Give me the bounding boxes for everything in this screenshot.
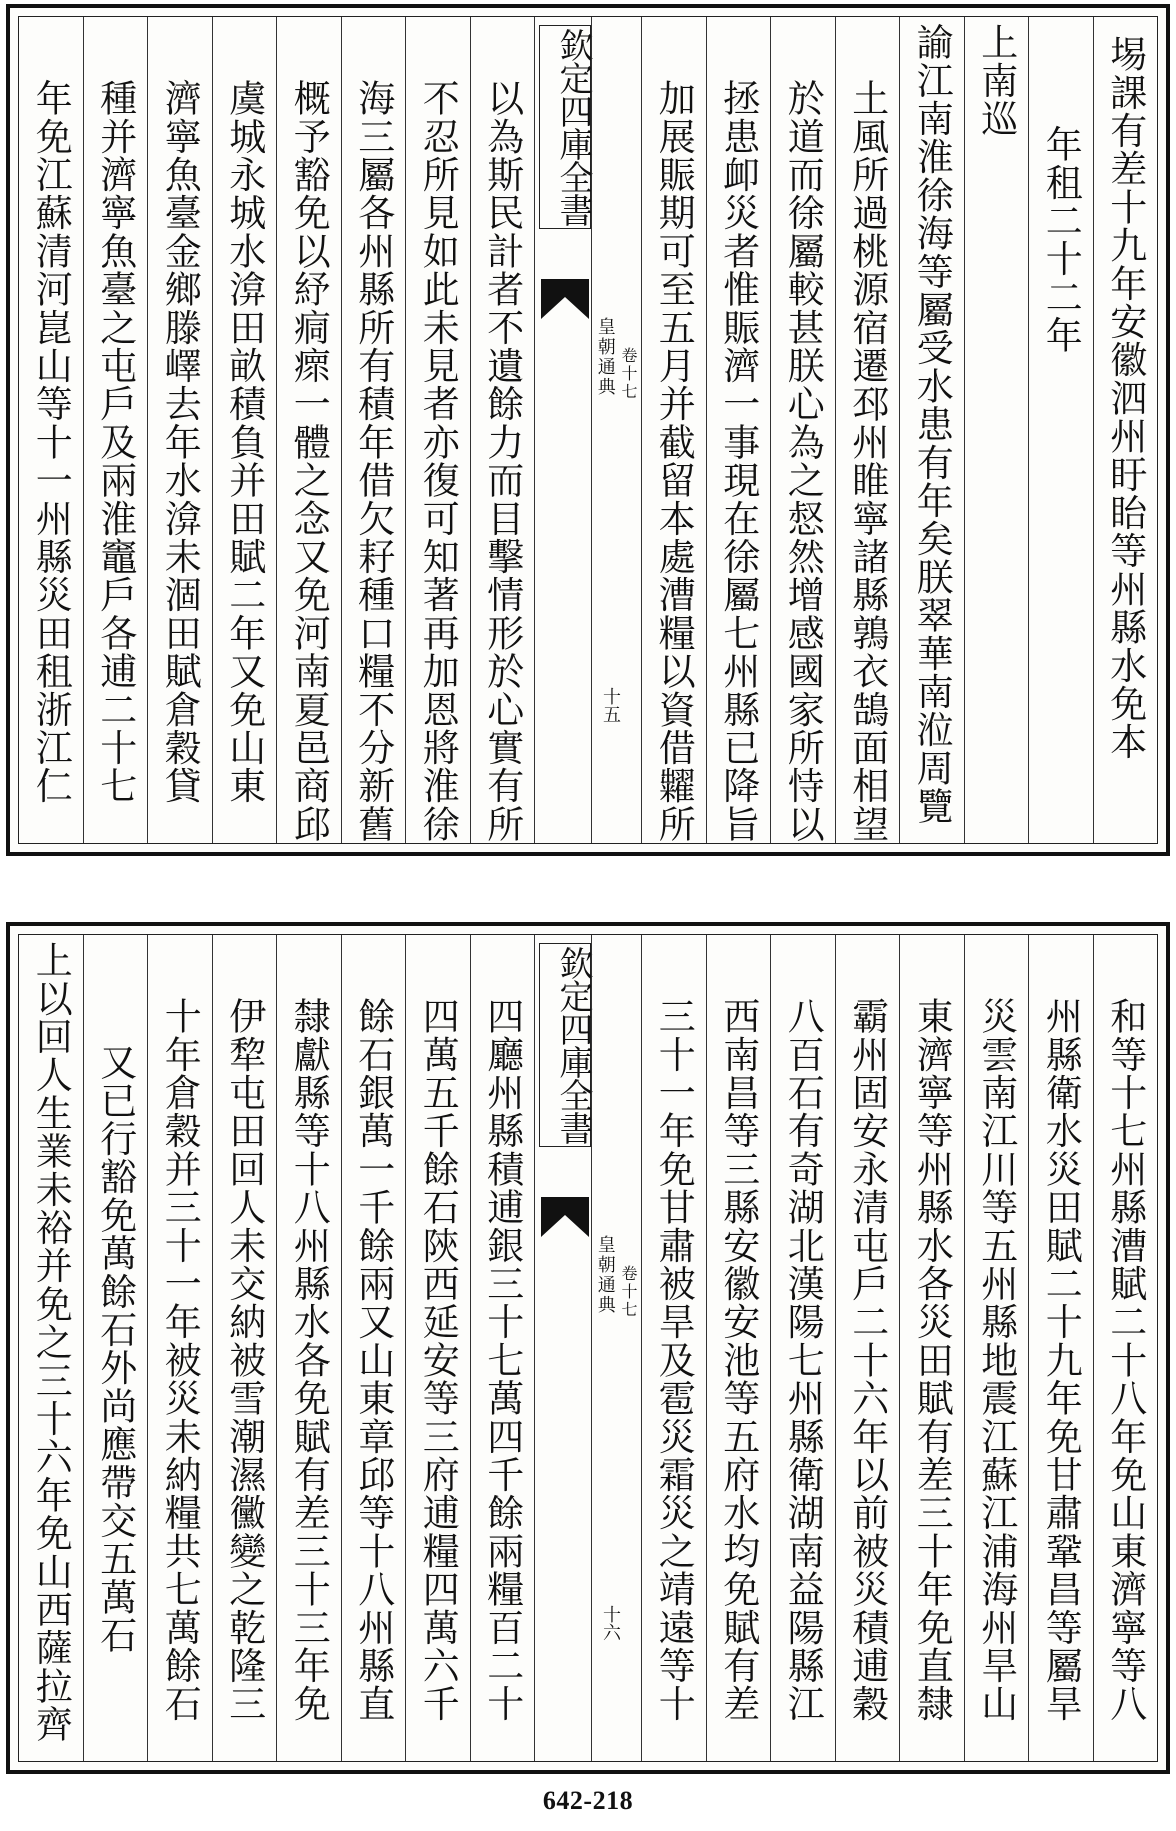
text-column xyxy=(706,17,771,843)
text-column xyxy=(964,935,1029,1761)
text-column xyxy=(1093,935,1158,1761)
text-column xyxy=(835,17,900,843)
column-text: 概予豁免以紓痌瘝一體之念又免河南夏邑商邱 xyxy=(287,79,331,843)
text-columns xyxy=(19,17,1157,843)
text-column xyxy=(147,935,212,1761)
page-bottom xyxy=(6,922,1170,1774)
page-frame xyxy=(18,934,1158,1762)
column-text: 加展賑期可至五月并截留本處漕糧以資借糶所 xyxy=(652,79,696,843)
text-column xyxy=(405,17,470,843)
text-column xyxy=(964,17,1029,843)
column-text: 隸獻縣等十八州縣水各免賦有差三十三年免 xyxy=(287,997,331,1723)
column-text: 又已行豁免萬餘石外尚應帶交五萬石 xyxy=(93,1043,137,1655)
column-text: 東濟寧等州縣水各災田賦有差三十年免直隸 xyxy=(910,997,954,1723)
column-text: 上南巡 xyxy=(974,23,1018,138)
text-column xyxy=(212,17,277,843)
book-title: 欽定四庫全書 xyxy=(539,943,591,1147)
text-column xyxy=(835,935,900,1761)
text-column xyxy=(470,935,535,1761)
text-column xyxy=(212,935,277,1761)
text-column xyxy=(405,935,470,1761)
text-column xyxy=(641,17,706,843)
text-column xyxy=(770,935,835,1761)
column-text: 上以回人生業未裕并免之三十六年免山西薩拉齊 xyxy=(29,941,73,1744)
column-text: 伊犂屯田回人未交納被雪潮濕黴變之乾隆三 xyxy=(222,997,266,1723)
volume-label: 卷十七 xyxy=(619,1265,638,1319)
column-text: 西南昌等三縣安徽安池等五府水均免賦有差 xyxy=(716,997,760,1723)
page-frame xyxy=(18,16,1158,844)
column-text: 濟寧魚臺金鄉滕嶧去年水渰未涸田賦倉穀貸 xyxy=(158,79,202,805)
text-column xyxy=(147,17,212,843)
column-text: 年免江蘇清河崑山等十一州縣災田租浙江仁 xyxy=(29,79,73,805)
column-text: 霸州固安永清屯戶二十六年以前被災積逋穀 xyxy=(845,997,889,1723)
fishtail-ornament-icon xyxy=(541,279,589,319)
column-text: 海三屬各州縣所有積年借欠耔種口糧不分新舊 xyxy=(351,79,395,843)
column-text: 和等十七州縣漕賦二十八年免山東濟寧等八 xyxy=(1103,997,1147,1723)
text-column xyxy=(770,17,835,843)
text-column xyxy=(276,935,341,1761)
text-column xyxy=(899,935,964,1761)
source-title: 皇朝通典 xyxy=(594,1235,616,1315)
text-column xyxy=(706,935,771,1761)
column-text: 四萬五千餘石陝西延安等三府逋糧四萬六千 xyxy=(416,997,460,1723)
center-band xyxy=(534,17,641,843)
book-title: 欽定四庫全書 xyxy=(539,25,591,229)
page-top xyxy=(6,4,1170,856)
text-column xyxy=(341,17,406,843)
text-column xyxy=(899,17,964,843)
center-band xyxy=(534,935,641,1761)
column-text: 不忍所見如此未見者亦復可知著再加恩將淮徐 xyxy=(416,79,460,843)
page-number: 十五 xyxy=(600,687,621,723)
column-text: 以為斯民計者不遺餘力而目擊情形於心實有所 xyxy=(480,79,524,843)
fishtail-ornament-icon xyxy=(541,1197,589,1237)
column-text: 虞城永城水渰田畝積負并田賦二年又免山東 xyxy=(222,79,266,805)
text-column xyxy=(641,935,706,1761)
column-text: 土風所過桃源宿遷邳州睢寧諸縣鶉衣鵠面相望 xyxy=(845,79,889,843)
column-text: 年租二十二年 xyxy=(1039,125,1083,355)
text-column xyxy=(1093,17,1158,843)
text-column xyxy=(19,17,83,843)
source-title: 皇朝通典 xyxy=(594,317,616,397)
text-column xyxy=(83,935,148,1761)
column-text: 八百石有奇湖北漢陽七州縣衛湖南益陽縣江 xyxy=(781,997,825,1723)
text-column xyxy=(276,17,341,843)
text-columns xyxy=(19,935,1157,1761)
archive-page-number: 642-218 xyxy=(542,1786,634,1815)
volume-label: 卷十七 xyxy=(619,347,638,401)
text-column xyxy=(1028,935,1093,1761)
column-text: 種并濟寧魚臺之屯戶及兩淮竈戶各逋二十七 xyxy=(93,79,137,805)
column-text: 拯患卹災者惟賑濟一事現在徐屬七州縣已降旨 xyxy=(716,79,760,843)
text-column xyxy=(19,935,83,1761)
column-text: 災雲南江川等五州縣地震江蘇江浦海州旱山 xyxy=(974,997,1018,1723)
column-text: 餘石銀萬一千餘兩又山東章邱等十八州縣直 xyxy=(351,997,395,1723)
column-text: 十年倉穀并三十一年被災未納糧共七萬餘石 xyxy=(158,997,202,1723)
column-text: 埸課有差十九年安徽泗州盱眙等州縣水免本 xyxy=(1103,35,1147,761)
text-column xyxy=(1028,17,1093,843)
column-text: 三十一年免甘肅被旱及雹災霜災之靖遠等十 xyxy=(652,997,696,1723)
column-text: 諭江南淮徐海等屬受水患有年矣朕翠華南涖周覽 xyxy=(910,23,954,826)
column-text: 州縣衛水災田賦二十九年免甘肅鞏昌等屬旱 xyxy=(1039,997,1083,1723)
column-text: 四廳州縣積逋銀三十七萬四千餘兩糧百二十 xyxy=(480,997,524,1723)
band-divider xyxy=(591,935,592,1761)
text-column xyxy=(341,935,406,1761)
column-text: 於道而徐屬較甚朕心為之惄然增感國家所恃以 xyxy=(781,79,825,843)
text-column xyxy=(470,17,535,843)
text-column xyxy=(83,17,148,843)
band-divider xyxy=(591,17,592,843)
page-number: 十六 xyxy=(600,1605,621,1641)
